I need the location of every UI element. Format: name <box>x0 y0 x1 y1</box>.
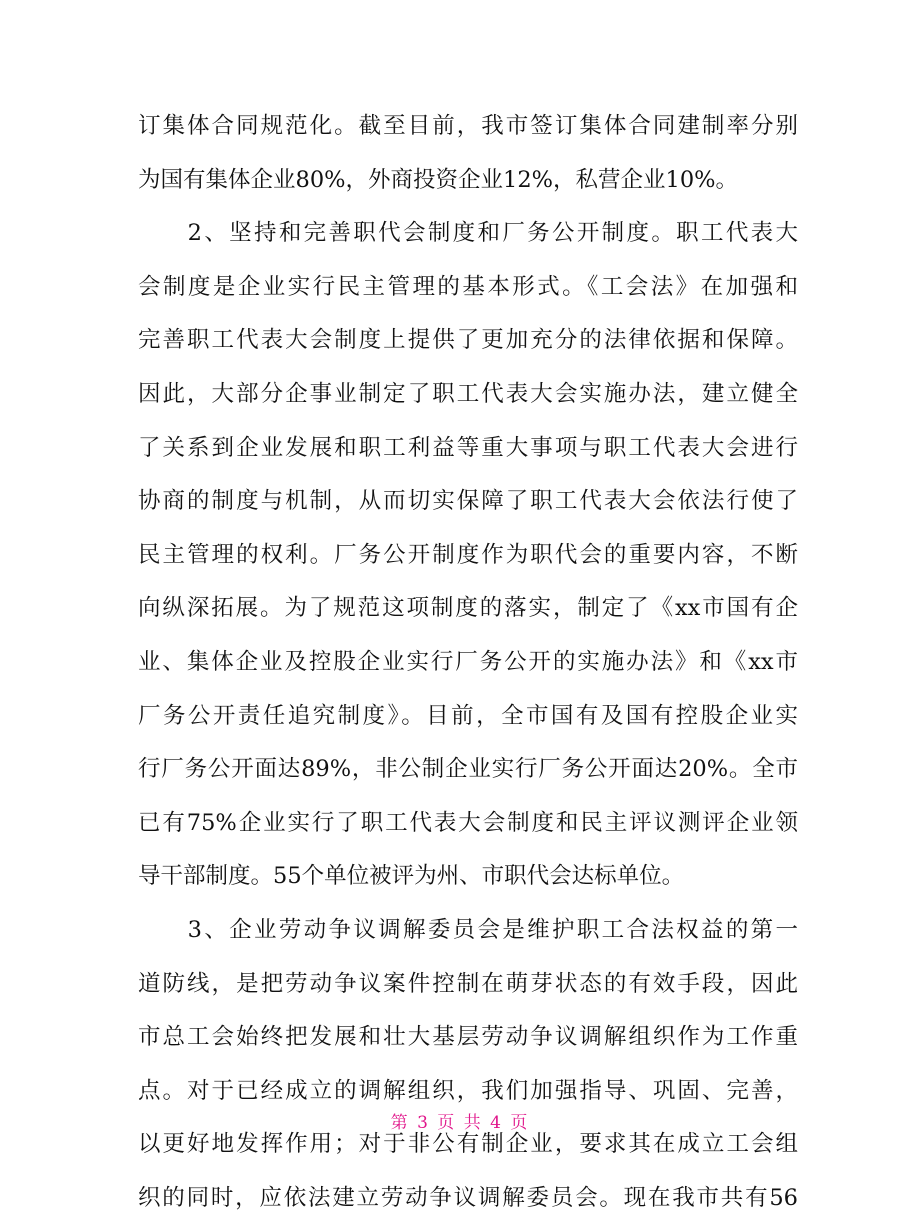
text-line: 了关系到企业发展和职工利益等重大事项与职工代表大会进行 <box>138 434 798 461</box>
text-line: 会制度是企业实行民主管理的基本形式。《工会法》在加强和 <box>138 273 798 300</box>
text-line: 已有75%企业实行了职工代表大会制度和民主评议测评企业领 <box>138 809 798 836</box>
text-line: 向纵深拓展。为了规范这项制度的落实，制定了《xx市国有企 <box>138 595 798 622</box>
text-line: 以更好地发挥作用；对于非公有制企业，要求其在成立工会组 <box>138 1131 798 1158</box>
text-line: 订集体合同规范化。截至目前，我市签订集体合同建制率分别 <box>138 113 798 139</box>
text-line: 完善职工代表大会制度上提供了更加充分的法律依据和保障。 <box>138 327 798 354</box>
text-line: 民主管理的权利。厂务公开制度作为职代会的重要内容，不断 <box>138 541 798 568</box>
text-line: 2、坚持和完善职代会制度和厂务公开制度。职工代表大 <box>138 220 798 247</box>
page-number-footer: 第 3 页 共 4 页 <box>390 1113 530 1133</box>
text-line: 为国有集体企业80%，外商投资企业12%，私营企业10%。 <box>138 166 739 193</box>
text-line: 点。对于已经成立的调解组织，我们加强指导、巩固、完善， <box>138 1077 798 1104</box>
text-line: 业、集体企业及控股企业实行厂务公开的实施办法》和《xx市 <box>138 648 798 675</box>
text-line: 导干部制度。55个单位被评为州、市职代会达标单位。 <box>138 863 685 890</box>
document-body <box>138 100 798 1225</box>
text-line: 厂务公开责任追究制度》。目前，全市国有及国有控股企业实 <box>138 702 798 729</box>
text-line: 3、企业劳动争议调解委员会是维护职工合法权益的第一 <box>138 916 798 943</box>
text-line: 织的同时，应依法建立劳动争议调解委员会。现在我市共有56 <box>138 1184 798 1211</box>
text-line: 道防线，是把劳动争议案件控制在萌芽状态的有效手段，因此 <box>138 970 798 997</box>
text-line: 行厂务公开面达89%，非公制企业实行厂务公开面达20%。全市 <box>138 756 798 783</box>
text-line: 因此，大部分企事业制定了职工代表大会实施办法，建立健全 <box>138 380 798 407</box>
text-line: 市总工会始终把发展和壮大基层劳动争议调解组织作为工作重 <box>138 1024 798 1051</box>
text-line: 协商的制度与机制，从而切实保障了职工代表大会依法行使了 <box>138 488 798 515</box>
